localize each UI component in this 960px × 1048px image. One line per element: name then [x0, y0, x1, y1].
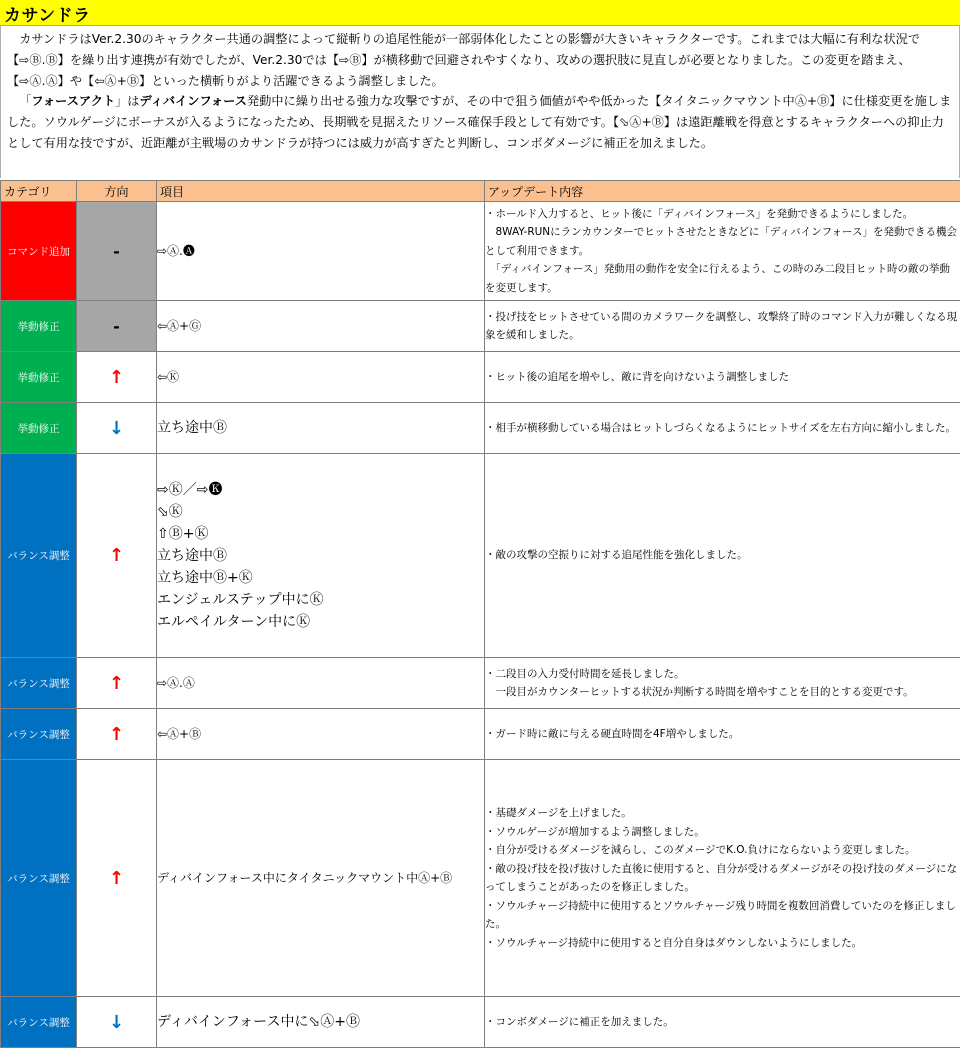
table-row — [1, 202, 960, 301]
content-line: ・ソウルチャージ持続中に使用するとソウルチャージ残り時間を複数回消費していたのを修正しました。 — [485, 897, 960, 934]
content-cell — [485, 301, 960, 352]
content-line: ・ガード時に敵に与える硬直時間を4F増やしました。 — [485, 725, 960, 744]
content-line: ・自分が受けるダメージを減らし、このダメージでK.O.負けにならないよう変更しました。 — [485, 841, 960, 860]
no-direction-cell: - — [77, 301, 157, 352]
content-line: ・投げ技をヒットさせている間のカメラワークを調整し、攻撃終了時のコマンド入力が難しくなる現象を緩和しました。 — [485, 308, 960, 345]
category-cell: バランス調整 — [1, 709, 77, 760]
item-command: 立ち途中Ⓑ+Ⓚ — [157, 567, 484, 589]
category-cell: バランス調整 — [1, 658, 77, 709]
item-command: ⇨Ⓚ／⇨🅚 — [157, 479, 484, 501]
content-line: ・ヒット後の追尾を増やし、敵に背を向けないよう調整しました — [485, 368, 960, 387]
content-line: ・ホールド入力すると、ヒット後に「ディバインフォース」を発動できるようにしました。 — [485, 205, 960, 224]
table-row — [1, 454, 960, 658]
intro-bracket-close: 」は — [115, 94, 139, 108]
table-row — [1, 709, 960, 760]
item-command: ⬂Ⓚ — [157, 501, 484, 523]
header-category: カテゴリ — [1, 181, 77, 202]
arrow-up-icon: ↑ — [77, 454, 157, 658]
arrow-up-icon: ↑ — [77, 760, 157, 997]
item-cell — [157, 997, 485, 1048]
content-cell — [485, 202, 960, 301]
item-cell — [157, 301, 485, 352]
item-command: 立ち途中Ⓑ — [157, 545, 484, 567]
item-command: ディバインフォース中にタイタニックマウント中Ⓐ+Ⓑ — [157, 867, 484, 889]
item-command: ⇨Ⓐ.🅐 — [157, 240, 484, 262]
item-cell — [157, 709, 485, 760]
content-line: 8WAY-RUNにランカウンターでヒットさせたときなどに「ディバインフォース」を発動できる機会として利用できます。 — [485, 223, 960, 260]
table-row — [1, 658, 960, 709]
item-cell — [157, 403, 485, 454]
content-line: ・ソウルゲージが増加するよう調整しました。 — [485, 823, 960, 842]
item-command: ⇦Ⓚ — [157, 366, 484, 388]
no-direction-cell: - — [77, 202, 157, 301]
content-line: 一段目がカウンターヒットする状況か判断する時間を増やすことを目的とする変更です。 — [485, 683, 960, 702]
page-title: カサンドラ — [4, 1, 91, 26]
arrow-down-icon: ↓ — [77, 997, 157, 1048]
content-line: ・相手が横移動している場合はヒットしづらくなるようにヒットサイズを左右方向に縮小しました。 — [485, 419, 960, 438]
content-cell — [485, 454, 960, 658]
item-cell — [157, 658, 485, 709]
category-cell: バランス調整 — [1, 997, 77, 1048]
intro-force-act: フォースアクト — [31, 94, 115, 108]
header-content: アップデート内容 — [485, 181, 960, 202]
intro-text — [0, 26, 960, 178]
content-line: ・基礎ダメージを上げました。 — [485, 804, 960, 823]
item-command: エンジェルステップ中にⓀ — [157, 589, 484, 611]
table-row — [1, 760, 960, 997]
intro-bracket-open: 「 — [19, 94, 31, 108]
category-cell: 挙動修正 — [1, 403, 77, 454]
update-table — [0, 180, 960, 1048]
content-cell — [485, 760, 960, 997]
arrow-up-icon: ↑ — [77, 658, 157, 709]
content-line: ・ソウルチャージ持続中に使用すると自分自身はダウンしないようにしました。 — [485, 934, 960, 953]
content-cell — [485, 403, 960, 454]
category-cell: 挙動修正 — [1, 352, 77, 403]
arrow-up-icon: ↑ — [77, 709, 157, 760]
intro-paragraph-1: カサンドラはVer.2.30のキャラクター共通の調整によって縦斬りの追尾性能が一部弱体化したことの影響が大きいキャラクターです。これまでは大幅に有利な状況で【⇨Ⓑ.Ⓑ】を繰り出す連携が有効でしたが、Ver.2.30では【⇨Ⓑ】が横移動で回避されやすくなり、攻めの選択肢に見直しが必要となりました。この変更を踏まえ、【⇨Ⓐ.Ⓐ】や【⇦Ⓐ+Ⓑ】といった横斬りがより活躍できるよう調整しました。 — [7, 29, 953, 91]
content-line: ・敵の投げ技を投げ抜けした直後に使用すると、自分が受けるダメージがその投げ技のダメージになってしまうことがあったのを修正しました。 — [485, 860, 960, 897]
content-line: 「ディバインフォース」発動用の動作を安全に行えるよう、この時のみ二段目ヒット時の敵の挙動を変更します。 — [485, 260, 960, 297]
item-command: 立ち途中Ⓑ — [157, 417, 484, 439]
item-command: ⇦Ⓐ+Ⓖ — [157, 315, 484, 337]
table-row — [1, 997, 960, 1048]
intro-paragraph-2 — [7, 91, 953, 153]
content-cell — [485, 997, 960, 1048]
category-cell: 挙動修正 — [1, 301, 77, 352]
content-line: ・コンボダメージに補正を加えました。 — [485, 1013, 960, 1032]
item-command: エルペイルターン中にⓀ — [157, 611, 484, 633]
content-cell — [485, 658, 960, 709]
table-row — [1, 301, 960, 352]
category-cell: バランス調整 — [1, 454, 77, 658]
item-cell — [157, 760, 485, 997]
table-row — [1, 403, 960, 454]
item-command: ディバインフォース中に⬂Ⓐ+Ⓑ — [157, 1011, 484, 1033]
item-cell — [157, 352, 485, 403]
intro-paragraph-2-rest: 発動中に繰り出せる強力な攻撃ですが、その中で狙う価値がやや低かった【タイタニックマウント中Ⓐ+Ⓑ】に仕様変更を施しました。ソウルゲージにボーナスが入るようになったため、長期戦を見据えたリソース確保手段として有効です。【⬂Ⓐ+Ⓑ】は遠距離戦を得意とするキャラクターへの抑止力として有用な技ですが、近距離が主戦場のカサンドラが持つには威力が高すぎたと判断し、コンボダメージに補正を加えました。 — [7, 94, 951, 150]
arrow-down-icon: ↓ — [77, 403, 157, 454]
table-body — [1, 202, 960, 1048]
content-cell — [485, 709, 960, 760]
content-cell — [485, 352, 960, 403]
arrow-up-icon: ↑ — [77, 352, 157, 403]
intro-divine-force: ディバインフォース — [139, 94, 247, 108]
table-header-row — [1, 181, 960, 202]
header-direction: 方向 — [77, 181, 157, 202]
table-row — [1, 352, 960, 403]
header-item: 項目 — [157, 181, 485, 202]
content-line: ・二段目の入力受付時間を延長しました。 — [485, 665, 960, 684]
category-cell: バランス調整 — [1, 760, 77, 997]
item-cell — [157, 454, 485, 658]
item-cell — [157, 202, 485, 301]
category-cell: コマンド追加 — [1, 202, 77, 301]
item-command: ⇧Ⓑ+Ⓚ — [157, 523, 484, 545]
content-line: ・敵の攻撃の空振りに対する追尾性能を強化しました。 — [485, 546, 960, 565]
item-command: ⇦Ⓐ+Ⓑ — [157, 723, 484, 745]
page-title-bar — [0, 0, 960, 26]
item-command: ⇨Ⓐ.Ⓐ — [157, 672, 484, 694]
